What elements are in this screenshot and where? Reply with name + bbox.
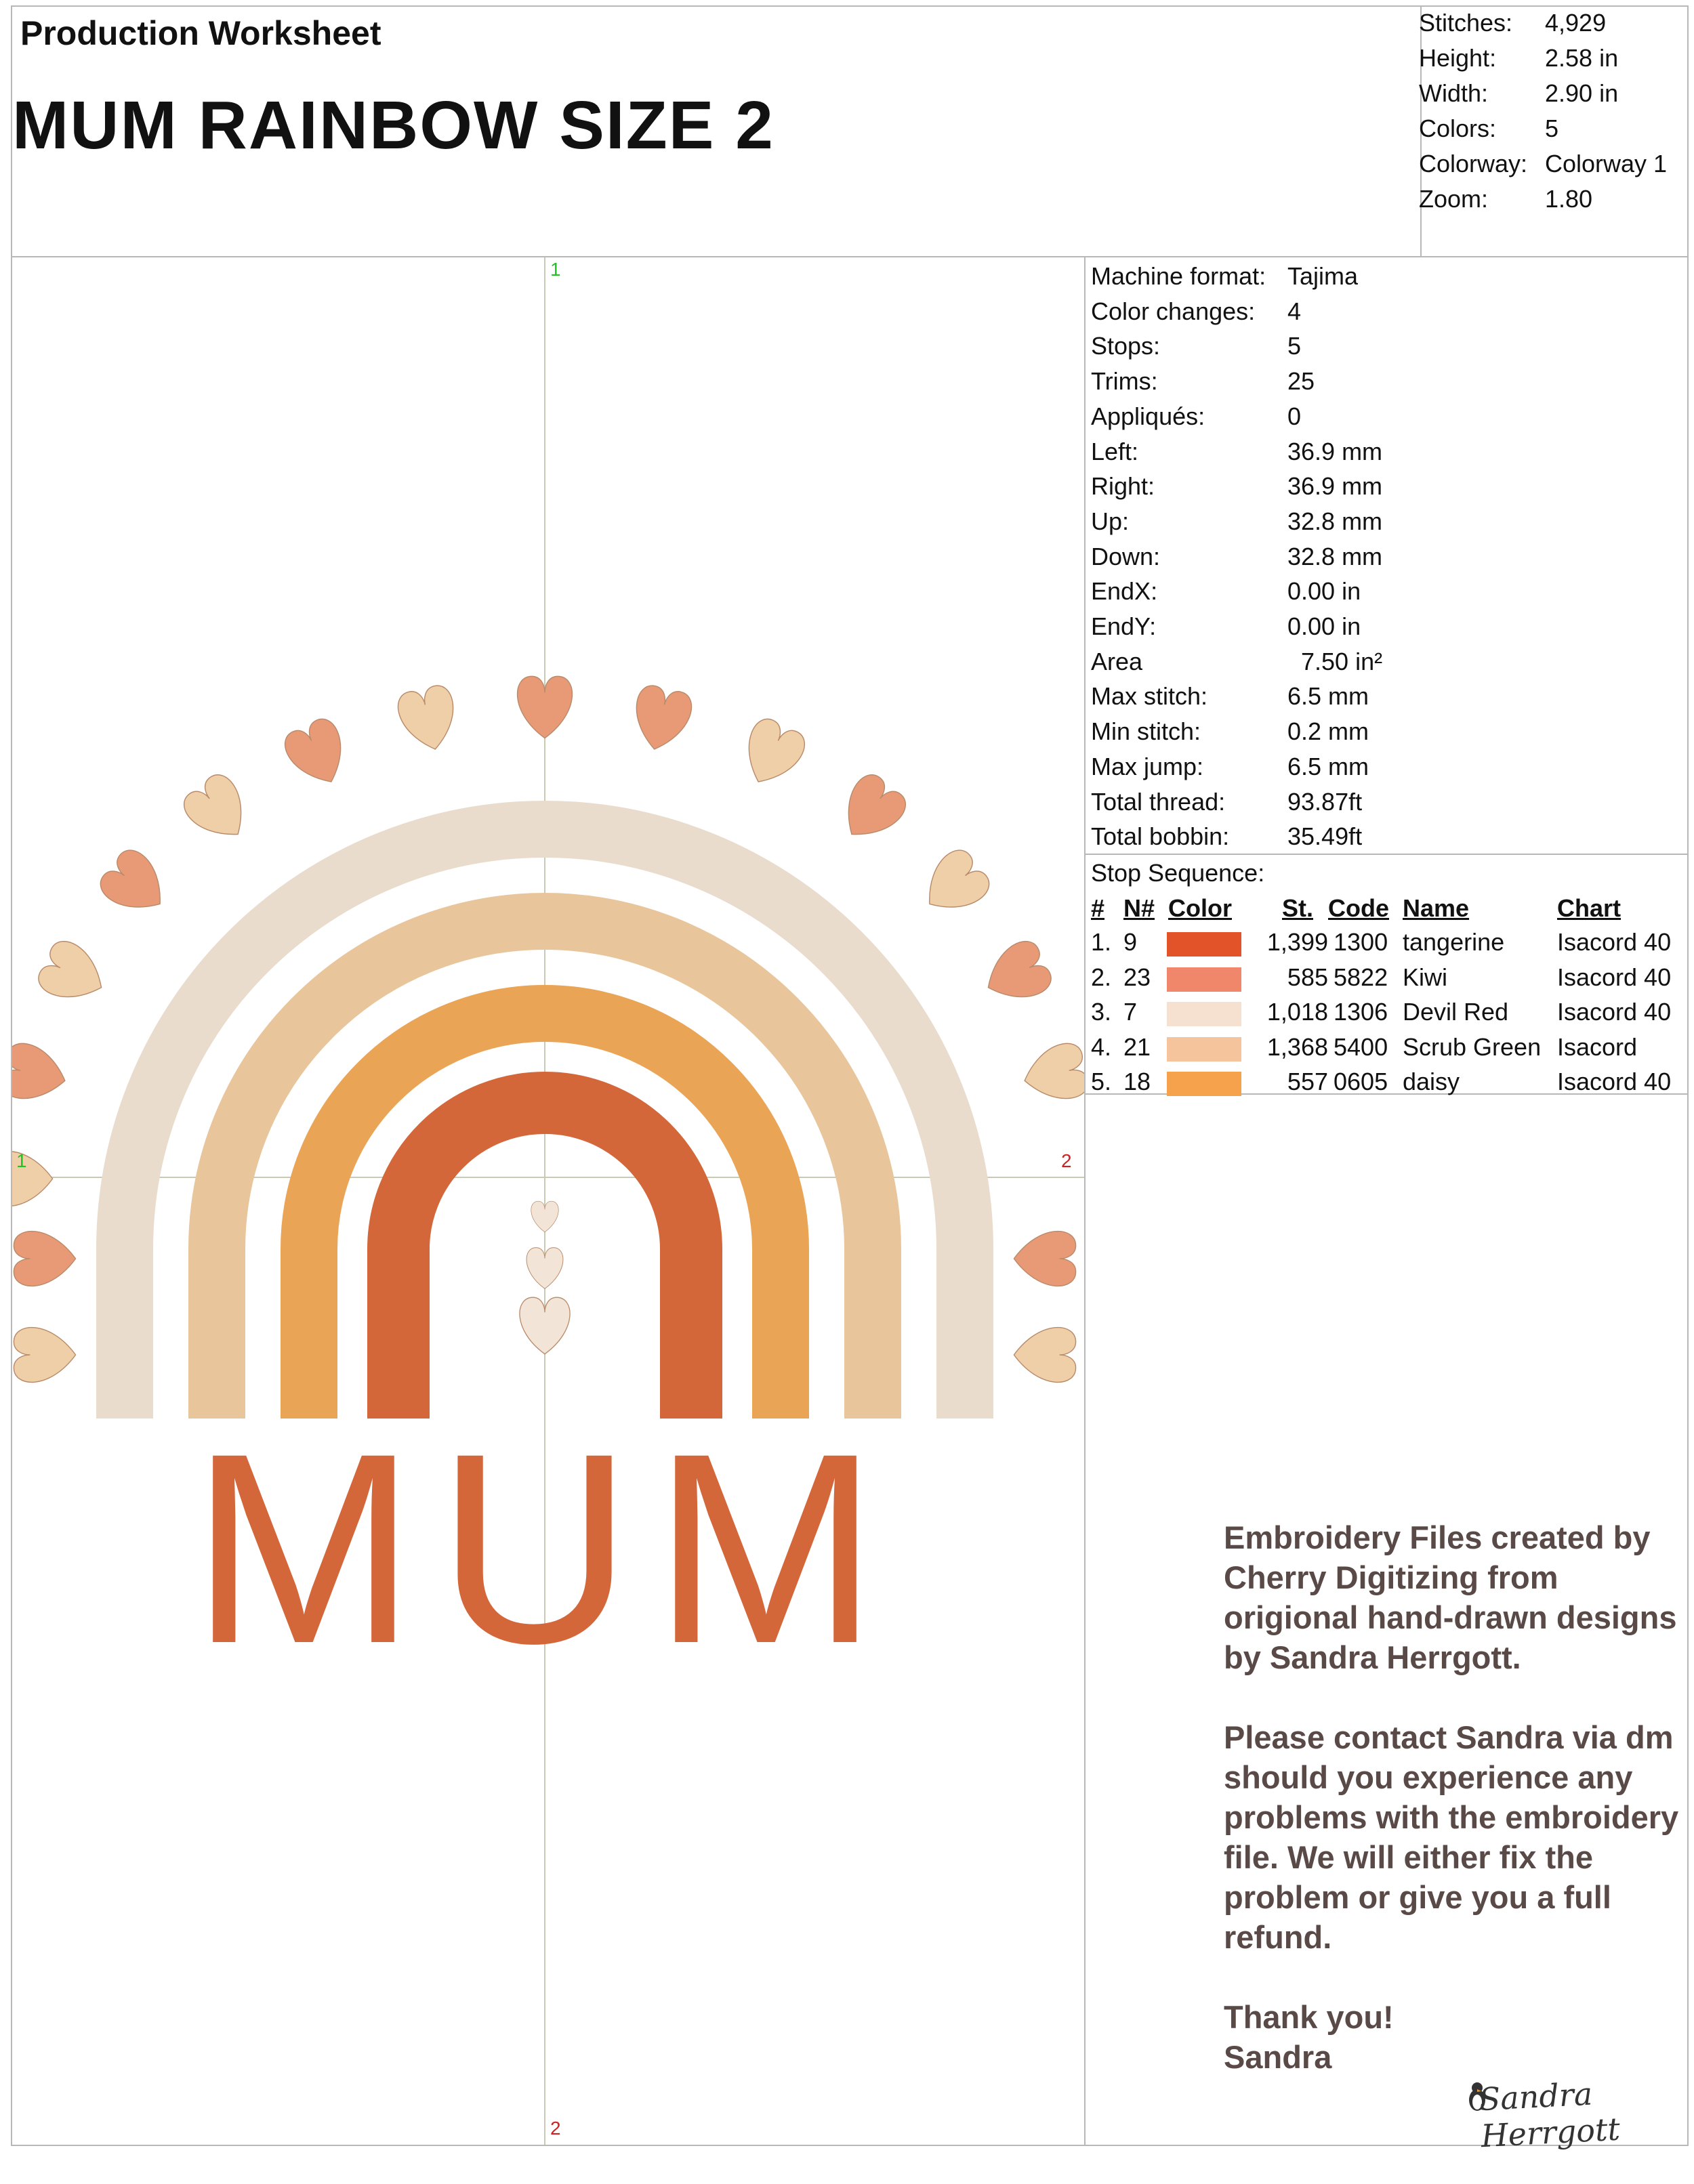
- color-swatch: [1167, 1002, 1241, 1026]
- spec-label: Total bobbin:: [1091, 822, 1230, 851]
- stop-nnum: 9: [1123, 928, 1138, 956]
- title-panel: [12, 7, 1422, 256]
- note-paragraph-1: Embroidery Files created by Cherry Digitizing from origional hand-drawn designs by Sandra Herrgott.: [1224, 1519, 1677, 1675]
- heart-icon: [95, 844, 178, 925]
- heart-icon: [976, 936, 1056, 1012]
- designer-note: [1224, 1517, 1685, 2077]
- summary-value: 5: [1545, 114, 1559, 142]
- spec-value: 32.8 mm: [1287, 507, 1383, 535]
- summary-value: 1.80: [1545, 185, 1593, 213]
- spec-value: Tajima: [1287, 262, 1359, 290]
- heart-icon: [913, 844, 995, 925]
- spec-label: EndX:: [1091, 577, 1158, 606]
- stop-sequence: [1086, 854, 1687, 1095]
- spec-label: Stops:: [1091, 332, 1161, 360]
- col-header-st: St.: [1282, 894, 1314, 922]
- stop-thread-name: Devil Red: [1403, 998, 1509, 1026]
- heart-icon: [14, 1232, 75, 1286]
- stop-num: 4.: [1091, 1032, 1112, 1061]
- spec-value: 5: [1287, 332, 1302, 360]
- stop-thread-name: Scrub Green: [1403, 1032, 1542, 1061]
- stop-code: 0605: [1334, 1068, 1388, 1095]
- heart-icon: [34, 936, 113, 1012]
- summary-label: Zoom:: [1419, 185, 1489, 213]
- stop-chart: Isacord 40: [1557, 963, 1672, 991]
- heart-icon: [830, 769, 911, 852]
- stop-chart: Isacord 40: [1557, 928, 1672, 956]
- stop-nnum: 7: [1123, 998, 1138, 1026]
- spec-row: [1091, 644, 1382, 679]
- spec-value: 6.5 mm: [1287, 682, 1369, 711]
- spec-label: Total thread:: [1091, 787, 1226, 816]
- stop-row: [1086, 928, 1687, 963]
- col-header-color: Color: [1168, 894, 1232, 922]
- col-header-num: #: [1091, 894, 1105, 922]
- note-sign-off: Sandra: [1224, 2039, 1332, 2075]
- stop-nnum: 23: [1123, 963, 1151, 991]
- spec-label: Appliqués:: [1091, 402, 1205, 430]
- stop-num: 2.: [1091, 963, 1112, 991]
- stop-code: 5400: [1334, 1032, 1388, 1061]
- heart-icon: [1018, 1041, 1084, 1108]
- stop-row: [1086, 1033, 1687, 1068]
- summary-row: [1419, 5, 1667, 41]
- spec-label: EndY:: [1091, 612, 1157, 641]
- spec-value: 36.9 mm: [1287, 437, 1383, 465]
- spec-label: Left:: [1091, 437, 1139, 465]
- spec-row: [1091, 679, 1382, 714]
- summary-value: 4,929: [1545, 9, 1607, 37]
- spec-value: 32.8 mm: [1287, 542, 1383, 570]
- design-name: MUM RAINBOW SIZE 2: [12, 87, 774, 163]
- col-header-chart: Chart: [1557, 894, 1621, 922]
- note-thanks: Thank you!: [1224, 1999, 1394, 2035]
- summary-value: 2.58 in: [1545, 44, 1619, 72]
- spec-value: 35.49ft: [1287, 822, 1363, 851]
- spec-label: Up:: [1091, 507, 1130, 535]
- summary-row: [1419, 41, 1667, 76]
- summary-row: [1419, 182, 1667, 217]
- spec-row: [1091, 434, 1382, 469]
- summary-label: Height:: [1419, 44, 1497, 72]
- spec-value: 4: [1287, 297, 1302, 325]
- spec-row: [1091, 504, 1382, 539]
- stop-stitches: 1,368: [1266, 1032, 1328, 1061]
- color-swatch: [1167, 1072, 1241, 1096]
- spec-row: [1091, 294, 1382, 329]
- summary-label: Colorway:: [1419, 150, 1528, 177]
- spec-value: 0: [1287, 402, 1302, 430]
- stop-num: 1.: [1091, 928, 1112, 956]
- stop-code: 1300: [1334, 928, 1388, 956]
- stop-num: 3.: [1091, 998, 1112, 1026]
- spec-value: 0.00 in: [1287, 577, 1361, 606]
- spec-label: Color changes:: [1091, 297, 1256, 325]
- axis-mark-top: 1: [550, 259, 561, 280]
- spec-label: Right:: [1091, 472, 1155, 501]
- spec-value: 7.50 in²: [1287, 647, 1383, 675]
- stop-sequence-title: Stop Sequence:: [1091, 859, 1265, 887]
- spec-row: [1091, 364, 1382, 399]
- stop-thread-name: daisy: [1403, 1068, 1460, 1095]
- designer-signature: Sandra Herrgott: [1478, 2075, 1621, 2155]
- spec-row: [1091, 574, 1382, 609]
- stop-code: 1306: [1334, 998, 1388, 1026]
- note-paragraph-2: Please contact Sandra via dm should you experience any problems with the embroidery file. We will either fix the problem or give you a full refund.: [1224, 1719, 1679, 1955]
- spec-row: [1091, 714, 1382, 749]
- mum-text: MUM: [190, 1397, 899, 1700]
- spec-value: 0.00 in: [1287, 612, 1361, 641]
- axis-mark-right: 2: [1061, 1150, 1072, 1171]
- summary-row: [1419, 76, 1667, 111]
- spec-row: [1091, 749, 1382, 784]
- heart-icon: [178, 769, 260, 852]
- stop-thread-name: Kiwi: [1403, 963, 1448, 991]
- summary-value: 2.90 in: [1545, 79, 1619, 107]
- heart-icon: [395, 683, 462, 755]
- color-swatch: [1167, 967, 1241, 992]
- heart-icon: [1014, 1232, 1075, 1286]
- spec-label: Trims:: [1091, 367, 1158, 396]
- spec-row: [1091, 819, 1382, 854]
- stop-row: [1086, 998, 1687, 1033]
- spec-value: 93.87ft: [1287, 787, 1363, 816]
- design-canvas: [12, 257, 1084, 2145]
- spec-row: [1091, 784, 1382, 820]
- axis-mark-left: 1: [16, 1150, 27, 1171]
- stop-stitches: 1,399: [1266, 928, 1328, 956]
- specs-table: [1091, 259, 1382, 854]
- summary-row: [1419, 111, 1667, 146]
- color-swatch: [1167, 1037, 1241, 1062]
- worksheet-title: Production Worksheet: [20, 14, 381, 52]
- summary-row: [1419, 146, 1667, 182]
- col-header-name: Name: [1403, 894, 1470, 922]
- stop-nnum: 18: [1123, 1068, 1151, 1095]
- col-header-code: Code: [1328, 894, 1389, 922]
- spec-label: Down:: [1091, 542, 1161, 570]
- stop-stitches: 585: [1287, 963, 1328, 991]
- stop-thread-name: tangerine: [1403, 928, 1505, 956]
- spec-value: 0.2 mm: [1287, 717, 1369, 746]
- spec-value: 25: [1287, 367, 1315, 396]
- spec-label: Area: [1091, 647, 1143, 675]
- spec-row: [1091, 539, 1382, 574]
- stop-stitches: 557: [1287, 1068, 1328, 1095]
- stop-nnum: 21: [1123, 1032, 1151, 1061]
- stop-num: 5.: [1091, 1068, 1112, 1095]
- spec-label: Min stitch:: [1091, 717, 1201, 746]
- spec-row: [1091, 399, 1382, 434]
- stop-chart: Isacord: [1557, 1032, 1638, 1061]
- spec-value: 6.5 mm: [1287, 752, 1369, 780]
- stop-row: [1086, 963, 1687, 999]
- heart-icon: [734, 714, 810, 793]
- design-preview: [11, 256, 1086, 2146]
- stop-chart: Isacord 40: [1557, 998, 1672, 1026]
- summary-label: Width:: [1419, 79, 1489, 107]
- summary-label: Colors:: [1419, 114, 1497, 142]
- spec-row: [1091, 469, 1382, 504]
- spec-label: Max jump:: [1091, 752, 1204, 780]
- spec-label: Machine format:: [1091, 262, 1266, 290]
- summary-label: Stitches:: [1419, 9, 1513, 37]
- color-swatch: [1167, 932, 1241, 957]
- heart-icon: [627, 683, 695, 755]
- stop-stitches: 1,018: [1266, 998, 1328, 1026]
- stop-code: 5822: [1334, 963, 1388, 991]
- spec-row: [1091, 609, 1382, 644]
- stop-chart: Isacord 40: [1557, 1068, 1672, 1095]
- spec-row: [1091, 259, 1382, 294]
- spec-label: Max stitch:: [1091, 682, 1208, 711]
- heart-icon: [12, 1041, 71, 1108]
- col-header-nnum: N#: [1123, 894, 1155, 922]
- heart-icon: [14, 1328, 75, 1383]
- spec-row: [1091, 329, 1382, 364]
- stop-row: [1086, 1068, 1687, 1103]
- summary-table: [1419, 5, 1667, 217]
- heart-icon: [1014, 1328, 1075, 1383]
- spec-value: 36.9 mm: [1287, 472, 1383, 501]
- heart-icon: [280, 714, 356, 793]
- summary-value: Colorway 1: [1545, 150, 1668, 177]
- axis-mark-bottom: 2: [550, 2118, 561, 2139]
